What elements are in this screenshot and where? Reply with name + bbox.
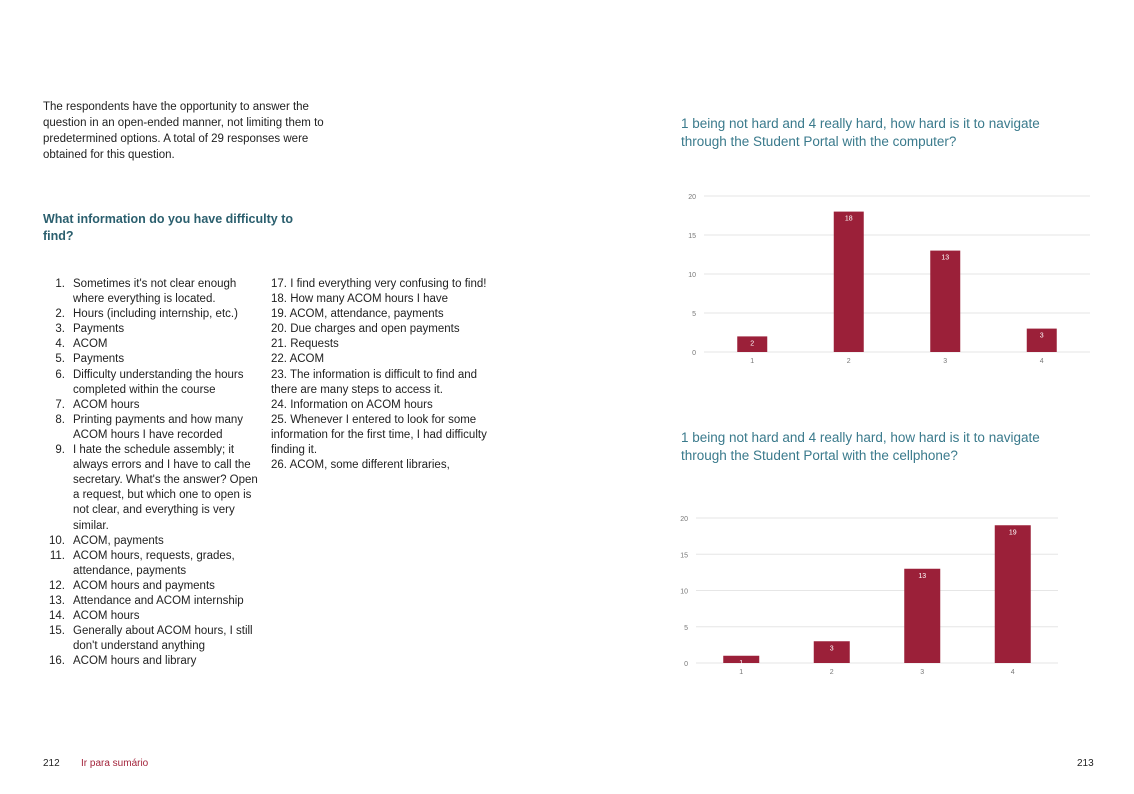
answer-item xyxy=(271,413,496,458)
answer-text: Payments xyxy=(73,323,125,336)
x-tick-label: 3 xyxy=(943,358,948,365)
bar-value-label: 3 xyxy=(1039,332,1044,340)
answer-text: Whenever I entered to look for some information for the first time, I had difficulty finding it. xyxy=(271,413,487,457)
y-tick-label: 15 xyxy=(680,552,688,560)
answer-item xyxy=(271,277,496,292)
answer-number: 22. xyxy=(271,353,290,366)
answer-number: 12. xyxy=(49,579,65,592)
answer-item xyxy=(43,368,261,398)
x-tick-label: 2 xyxy=(846,358,851,365)
question-heading: What information do you have difficulty to find? xyxy=(43,212,293,243)
answer-text: ACOM hours xyxy=(73,610,140,623)
answer-number: 6. xyxy=(55,368,65,381)
answer-number: 13. xyxy=(49,594,65,607)
bar-value-label: 3 xyxy=(829,645,834,653)
answer-item xyxy=(43,413,261,443)
answer-number: 9. xyxy=(55,444,65,457)
x-tick-label: 2 xyxy=(829,669,834,676)
answer-item xyxy=(43,337,261,352)
x-tick-label: 1 xyxy=(750,358,755,365)
answer-item xyxy=(43,307,261,322)
chart-question-cellphone: 1 being not hard and 4 really hard, how hard is it to navigate through the Student Portal with the cellphone? xyxy=(681,430,1040,463)
answer-text: ACOM xyxy=(289,353,325,366)
answer-number: 8. xyxy=(55,413,65,426)
chart-computer xyxy=(670,185,1100,375)
answer-number: 15. xyxy=(49,625,65,638)
bar-value-label: 19 xyxy=(1008,529,1017,537)
x-tick-label: 4 xyxy=(1039,358,1044,365)
y-tick-label: 10 xyxy=(688,272,696,279)
y-tick-label: 10 xyxy=(680,588,688,596)
answer-text: ACOM, attendance, payments xyxy=(289,308,444,321)
answer-item xyxy=(43,322,261,337)
bar-value-label: 1 xyxy=(739,659,744,667)
answer-text: Information on ACOM hours xyxy=(290,398,433,411)
answers-list-col1 xyxy=(43,277,261,669)
chart-cellphone xyxy=(670,500,1070,690)
answer-text: The information is difficult to find and there are many steps to access it. xyxy=(271,368,478,396)
answer-text: I find everything very confusing to find! xyxy=(290,278,487,290)
answer-number: 17. xyxy=(271,278,291,290)
bar xyxy=(834,212,864,352)
answer-text: Sometimes it's not clear enough where everything is located. xyxy=(73,278,237,306)
answer-number: 23. xyxy=(271,368,290,381)
answer-item xyxy=(271,322,496,337)
answer-item xyxy=(43,398,261,413)
answer-number: 16. xyxy=(49,655,65,668)
bar-value-label: 18 xyxy=(844,215,853,223)
bar xyxy=(995,525,1031,663)
answer-number: 20. xyxy=(271,323,291,336)
answer-number: 25. xyxy=(271,413,291,426)
summary-link[interactable]: Ir para sumário xyxy=(81,758,149,769)
answer-item xyxy=(43,352,261,367)
answer-number: 10. xyxy=(49,534,65,547)
answer-number: 14. xyxy=(49,610,65,623)
intro-paragraph: The respondents have the opportunity to answer the question in an open-ended manner, not limiting them to predetermined options. A total of 29 responses were obtained for this question. xyxy=(43,101,324,161)
answer-text: Printing payments and how many ACOM hours I have recorded xyxy=(73,413,244,441)
answer-number: 5. xyxy=(55,353,65,366)
answer-item xyxy=(43,534,261,549)
answer-text: ACOM xyxy=(73,338,108,351)
answer-number: 11. xyxy=(49,549,65,562)
answer-item xyxy=(271,307,496,322)
x-tick-label: 4 xyxy=(1010,669,1015,676)
answer-number: 3. xyxy=(55,323,65,336)
bar xyxy=(904,569,940,663)
answer-item xyxy=(271,292,496,307)
answer-item xyxy=(43,579,261,594)
answer-number: 7. xyxy=(55,398,65,411)
chart-question-computer: 1 being not hard and 4 really hard, how hard is it to navigate through the Student Portal with the computer? xyxy=(681,116,1040,149)
answer-item xyxy=(43,609,261,624)
y-tick-label: 5 xyxy=(684,624,688,632)
answer-number: 26. xyxy=(271,459,290,472)
answer-item xyxy=(43,443,261,534)
answer-number: 19. xyxy=(271,308,290,321)
y-tick-label: 20 xyxy=(680,516,688,523)
answer-number: 4. xyxy=(55,338,65,351)
page-number-right: 213 xyxy=(1077,758,1094,769)
answer-item xyxy=(43,624,261,654)
answer-text: ACOM hours xyxy=(73,398,140,411)
y-tick-label: 0 xyxy=(692,350,696,357)
answer-text: Attendance and ACOM internship xyxy=(73,594,244,607)
bar xyxy=(930,251,960,352)
x-tick-label: 3 xyxy=(920,669,925,676)
bar-value-label: 13 xyxy=(918,572,927,580)
answer-number: 21. xyxy=(271,338,291,351)
bar-value-label: 13 xyxy=(941,254,950,262)
answer-text: ACOM hours and payments xyxy=(73,579,215,592)
answer-text: How many ACOM hours I have xyxy=(290,293,449,306)
answer-text: Due charges and open payments xyxy=(290,323,460,336)
answer-number: 24. xyxy=(271,398,291,411)
y-tick-label: 5 xyxy=(692,311,696,318)
answer-text: ACOM, payments xyxy=(73,534,164,547)
answer-item xyxy=(43,549,261,579)
answer-text: Hours (including internship, etc.) xyxy=(73,308,238,321)
answer-number: 2. xyxy=(55,308,65,321)
answer-text: ACOM, some different libraries, xyxy=(289,459,450,472)
page-number-left: 212 xyxy=(43,758,60,769)
answer-item xyxy=(271,458,496,473)
answer-text: Generally about ACOM hours, I still don't understand anything xyxy=(73,625,253,653)
y-tick-label: 15 xyxy=(688,233,696,240)
answer-item xyxy=(43,277,261,307)
answers-list-col2 xyxy=(271,277,496,473)
answer-item xyxy=(271,368,496,398)
answer-item xyxy=(43,654,261,669)
answer-item xyxy=(271,352,496,367)
answer-text: ACOM hours, requests, grades, attendance, payments xyxy=(73,549,235,577)
answer-text: Payments xyxy=(73,353,125,366)
answer-item xyxy=(43,594,261,609)
x-tick-label: 1 xyxy=(739,669,744,676)
y-tick-label: 0 xyxy=(684,661,688,668)
answer-number: 18. xyxy=(271,293,291,306)
answer-item xyxy=(271,337,496,352)
answer-text: ACOM hours and library xyxy=(73,655,197,668)
answer-number: 1. xyxy=(55,278,65,290)
answer-text: I hate the schedule assembly; it always errors and I have to call the secretary. What's the answer? Open a request, but which one to open is not clear, and everything is very similar. xyxy=(73,444,258,532)
bar-value-label: 2 xyxy=(750,340,755,348)
answer-text: Requests xyxy=(290,338,339,351)
answer-item xyxy=(271,398,496,413)
answer-text: Difficulty understanding the hours completed within the course xyxy=(73,368,244,396)
y-tick-label: 20 xyxy=(688,194,696,201)
